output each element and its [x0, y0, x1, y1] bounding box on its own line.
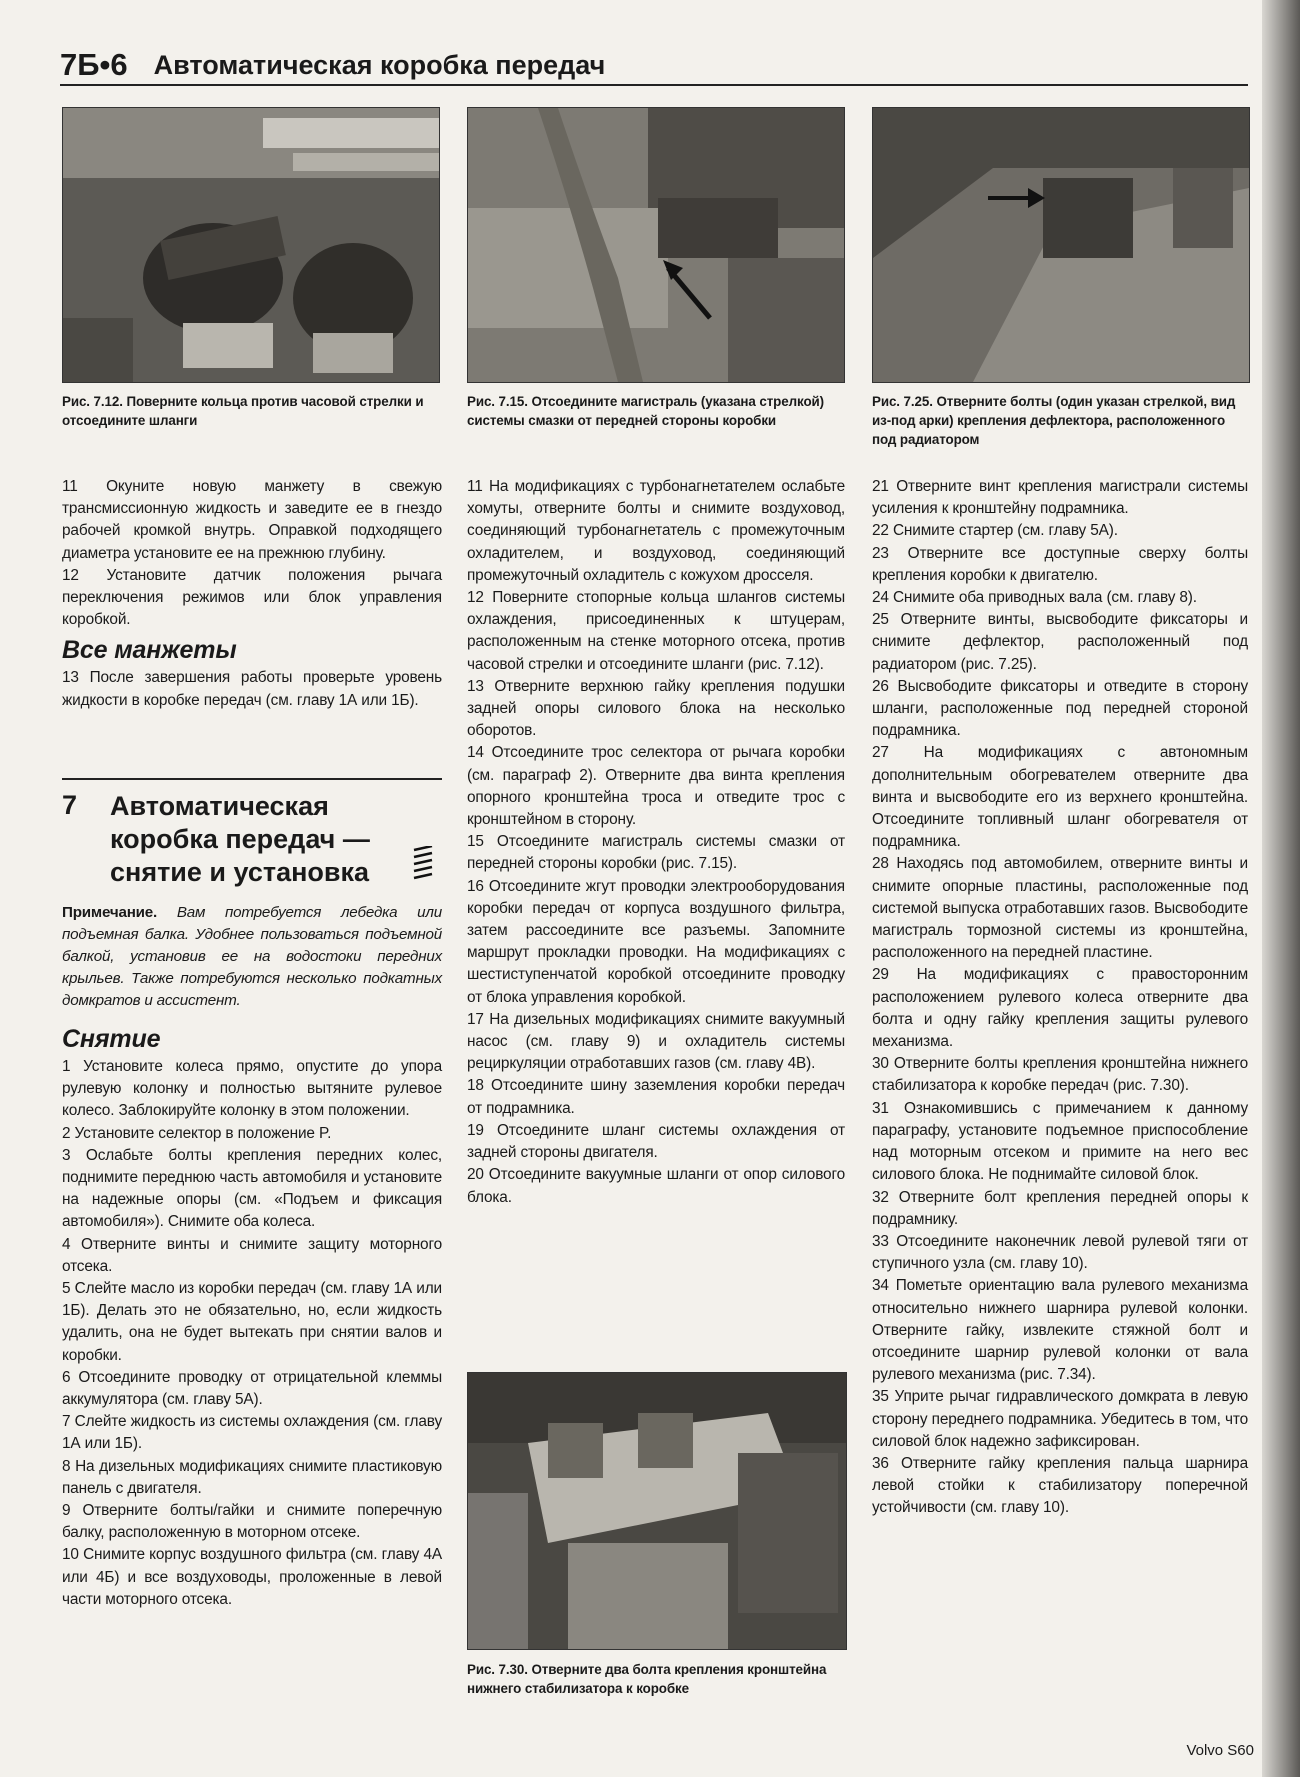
paragraph: 7 Слейте жидкость из системы охлаждения (см. главу 1А или 1Б). [62, 1413, 442, 1453]
paragraph: 28 Находясь под автомобилем, отверните винты и снимите опорные пластины, расположенные под системой выпуска отработавших газов. Высвободите магистраль тормозной системы из кронштейна, расположенного на передней пластине. [872, 855, 1248, 962]
paragraph: 29 На модификациях с правосторонним расположением рулевого колеса отверните два болта и одну гайку крепления защиты рулевого механизма. [872, 966, 1248, 1051]
note-text: Вам потребуется лебедка или подъемная балка. Удобнее пользоваться подъемной балкой, установив ее на водостоки передних крыльев. Также потребуются несколько подкатных домкратов и ассистент. [62, 904, 442, 1009]
note-label: Примечание. [62, 904, 158, 921]
column-2 [467, 476, 845, 1209]
paragraph: 33 Отсоедините наконечник левой рулевой тяги от ступичного узла (см. главу 10). [872, 1232, 1248, 1273]
figure-7-12-caption: Рис. 7.12. Поверните кольца против часовой стрелки и отсоедините шланги [62, 394, 424, 428]
figure-7-12-photo [62, 107, 440, 383]
paragraph: 15 Отсоедините магистраль системы смазки от передней стороны коробки (рис. 7.15). [467, 833, 845, 873]
paragraph: 24 Снимите оба приводных вала (см. главу 8). [872, 589, 1197, 607]
figure-7-30-caption: Рис. 7.30. Отверните два болта крепления кронштейна нижнего стабилизатора к коробке [467, 1662, 827, 1696]
paragraph: 34 Пометьте ориентацию вала рулевого механизма относительно нижнего шарнира рулевой колонки. Отверните гайку, извлеките стяжной болт и отсоедините шарнир рулевой колонки от вала рулевого механизма (рис. 7.34). [872, 1277, 1248, 1384]
paragraph: 11 Окуните новую манжету в свежую трансмиссионную жидкость и заведите ее в гнездо рабочей кромкой внутрь. Оправкой подходящего диаметра установите ее на прежнюю глубину. [62, 478, 442, 562]
paragraph: 21 Отверните винт крепления магистрали системы усиления к кронштейну подрамника. [872, 478, 1248, 518]
paragraph: 36 Отверните гайку крепления пальца шарнира левой стойки к стабилизатору поперечной устойчивости (см. главу 10). [872, 1454, 1248, 1517]
paragraph: 32 Отверните болт крепления передней опоры к подрамнику. [872, 1188, 1248, 1228]
figure-7-15-photo [467, 107, 845, 383]
difficulty-wrench-icon [410, 846, 436, 880]
paragraph: 11 На модификациях с турбонагнетателем ослабьте хомуты, отверните болты и снимите воздуховод, соединяющий турбонагнетатель с промежуточным охладителем, и воздуховод, соединяющий промежуточный охладитель с кожухом дросселя. [467, 478, 845, 584]
subheading-removal: Снятие [62, 1025, 161, 1053]
section-title-line: Автоматическая [110, 791, 329, 821]
figure-7-25-caption: Рис. 7.25. Отверните болты (один указан стрелкой, вид из-под арки) крепления дефлектора, расположенного под радиатором [872, 394, 1236, 447]
paragraph: 18 Отсоедините шину заземления коробки передач от подрамника. [467, 1077, 845, 1117]
paragraph: 9 Отверните болты/гайки и снимите поперечную балку, расположенную в моторном отсеке. [62, 1502, 442, 1542]
paragraph: 26 Высвободите фиксаторы и отведите в сторону шланги, расположенные под передней стороной подрамника. [872, 677, 1248, 740]
figure-7-25-photo [872, 107, 1250, 383]
column-3 [872, 476, 1248, 1520]
paragraph: 22 Снимите стартер (см. главу 5А). [872, 522, 1118, 540]
paragraph: 23 Отверните все доступные сверху болты крепления коробки к двигателю. [872, 544, 1248, 584]
page-footer: Volvo S60 [1186, 1742, 1254, 1759]
paragraph: 14 Отсоедините трос селектора от рычага коробки (см. параграф 2). Отверните два винта крепления опорного кронштейна троса и отведите трос с кронштейном в сторону. [467, 744, 845, 829]
column-1-removal [62, 1020, 442, 1611]
subheading-all-seals: Все манжеты [62, 636, 237, 665]
section-title-line: снятие и установка [110, 857, 370, 887]
paragraph: 30 Отверните болты крепления кронштейна нижнего стабилизатора к коробке передач (рис. 7.30). [872, 1055, 1248, 1095]
book-edge [1262, 0, 1300, 1777]
paragraph: 10 Снимите корпус воздушного фильтра (см. главу 4А или 4Б) и все воздуховоды, проложенные в левой части моторного отсека. [62, 1546, 442, 1608]
figure-7-30-photo [467, 1372, 847, 1650]
paragraph: 1 Установите колеса прямо, опустите до упора рулевую колонку и полностью вытяните рулевое колесо. Заблокируйте колонку в этом положении. [62, 1058, 442, 1120]
section-title [110, 790, 370, 889]
paragraph: 8 На дизельных модификациях снимите пластиковую панель с двигателя. [62, 1457, 442, 1497]
paragraph: 16 Отсоедините жгут проводки электрооборудования коробки передач от корпуса воздушного фильтра, затем рассоедините все разъемы. Запомните маршрут прокладки проводки. На модификациях с шестиступенчатой коробкой отсоедините проводку от блока управления коробкой. [467, 877, 845, 1006]
paragraph: 17 На дизельных модификациях снимите вакуумный насос (см. главу 9) и охладитель системы рециркуляции отработавших газов (см. главу 4В). [467, 1010, 845, 1073]
paragraph: 31 Ознакомившись с примечанием к данному параграфу, установите подъемное приспособление над моторным отсеком и примите на него вес силового блока. Не поднимайте силовой блок. [872, 1099, 1248, 1184]
paragraph: 13 Отверните верхнюю гайку крепления подушки задней опоры силового блока на несколько оборотов. [467, 677, 845, 740]
paragraph: 35 Уприте рычаг гидравлического домкрата в левую сторону переднего подрамника. Убедитесь в том, что силовой блок надежно зафиксирован. [872, 1388, 1248, 1450]
page-number: 7Б•6 [60, 47, 128, 82]
paragraph: 3 Ослабьте болты крепления передних колес, поднимите переднюю часть автомобиля и установите на надежные опоры (см. «Подъем и фиксация автомобиля»). Снимите оба колеса. [62, 1146, 442, 1231]
section-7-heading [62, 778, 442, 898]
page-title: Автоматическая коробка передач [153, 50, 606, 80]
paragraph: 4 Отверните винты и снимите защиту моторного отсека. [62, 1235, 442, 1275]
paragraph: 2 Установите селектор в положение P. [62, 1124, 332, 1142]
paragraph: 12 Установите датчик положения рычага переключения режимов или блок управления коробкой. [62, 566, 442, 629]
page-header [60, 44, 1248, 86]
paragraph: 6 Отсоедините проводку от отрицательной клеммы аккумулятора (см. главу 5А). [62, 1368, 442, 1409]
section-title-line: коробка передач — [110, 824, 370, 854]
section-number: 7 [62, 790, 78, 820]
paragraph: 12 Поверните стопорные кольца шлангов системы охлаждения, присоединенных к штуцерам, расположенным на стенке моторного отсека, против часовой стрелки и отсоедините шланги (рис. 7.12). [467, 589, 845, 673]
paragraph: 19 Отсоедините шланг системы охлаждения от задней стороны двигателя. [467, 1121, 845, 1162]
paragraph: 25 Отверните винты, высвободите фиксаторы и снимите дефлектор, расположенный под радиатором (рис. 7.25). [872, 611, 1248, 673]
paragraph: 5 Слейте масло из коробки передач (см. главу 1А или 1Б). Делать это не обязательно, но, если жидкость удалить, она не будет вытекать при снятии валов и коробки. [62, 1280, 442, 1364]
paragraph: 13 После завершения работы проверьте уровень жидкости в коробке передач (см. главу 1А или 1Б). [62, 669, 442, 709]
figure-7-15-caption: Рис. 7.15. Отсоедините магистраль (указана стрелкой) системы смазки от передней стороны коробки [467, 394, 825, 428]
paragraph: 27 На модификациях с автономным дополнительным обогревателем отверните два винта и высвободите его из верхнего кронштейна. Отсоедините топливный шланг обогревателя от подрамника. [872, 744, 1248, 851]
column-1-top [62, 476, 442, 712]
paragraph: 20 Отсоедините вакуумные шланги от опор силового блока. [467, 1166, 845, 1206]
section-note [62, 902, 442, 1012]
